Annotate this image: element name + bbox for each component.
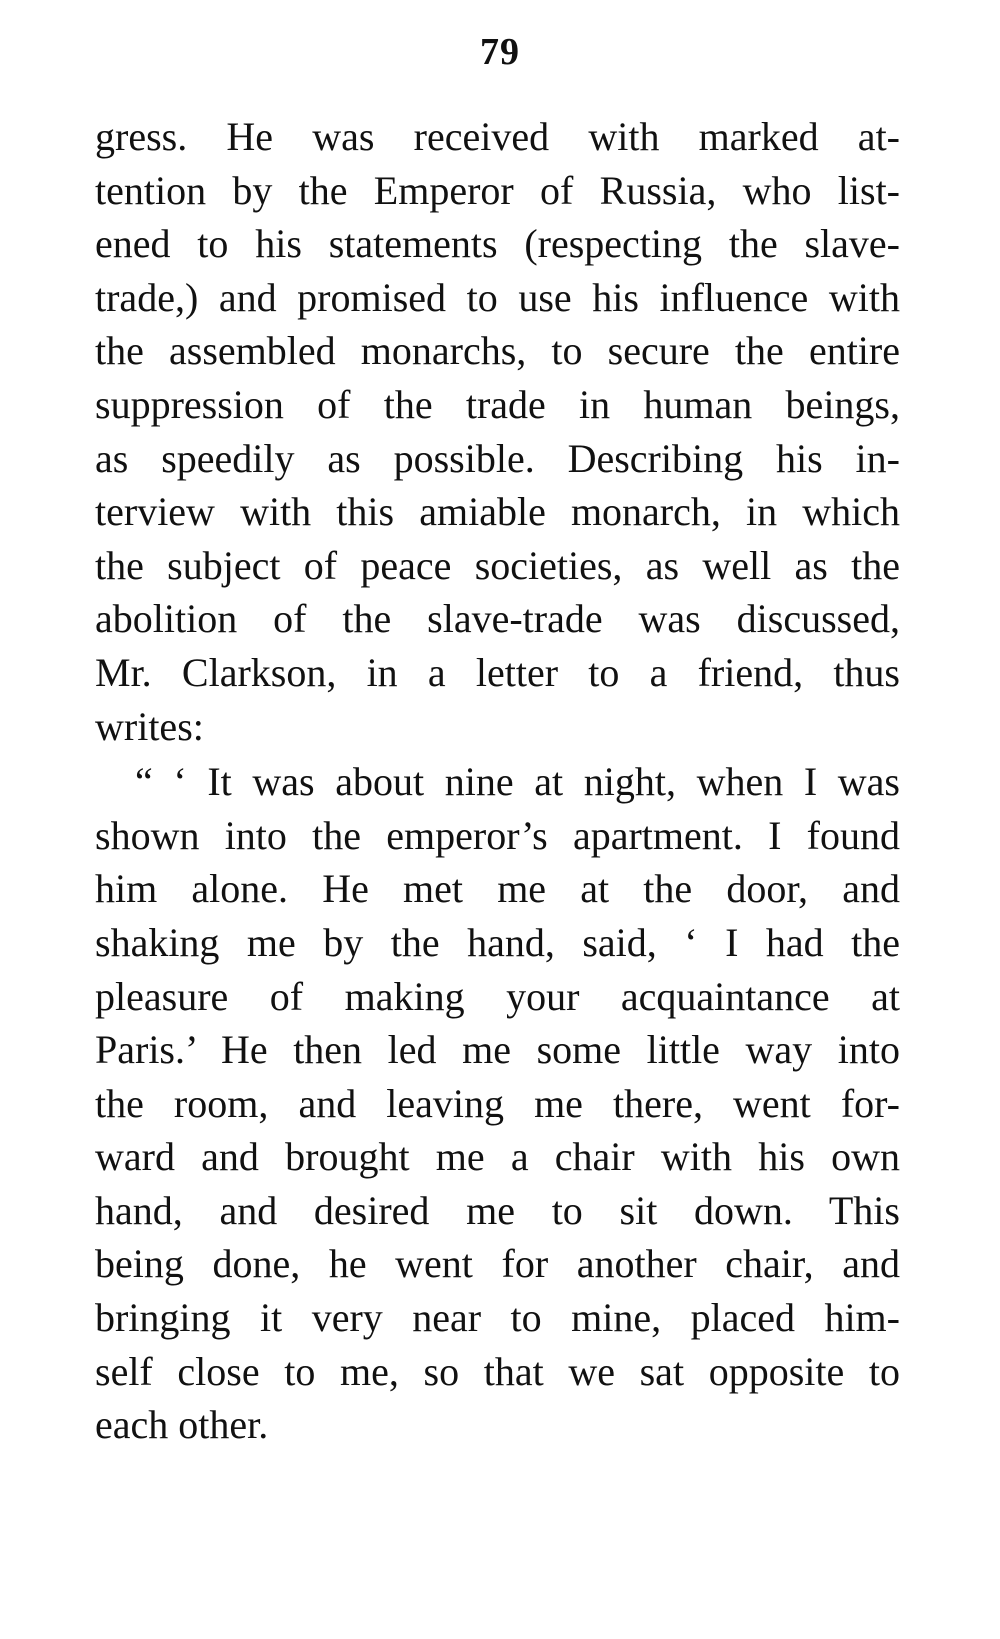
text-line: terview with this amiable monarch, in which <box>95 489 900 535</box>
text-line: being done, he went for another chair, and <box>95 1241 900 1287</box>
text-line: ward and brought me a chair with his own <box>95 1134 900 1180</box>
paragraph-intro <box>95 110 900 753</box>
text-line: ened to his statements (respecting the slave- <box>95 221 900 267</box>
text-line: as speedily as possible. Describing his in- <box>95 435 900 481</box>
text-line: the room, and leaving me there, went for- <box>95 1080 900 1126</box>
text-line: writes: <box>95 703 204 749</box>
text-line: shaking me by the hand, said, ‘ I had the <box>95 919 900 965</box>
text-line: trade,) and promised to use his influence with <box>95 274 900 320</box>
text-line: the assembled monarchs, to secure the entire <box>95 328 900 374</box>
text-line: self close to me, so that we sat opposite to <box>95 1348 900 1394</box>
text-line: pleasure of making your acquaintance at <box>95 973 900 1019</box>
text-line: the subject of peace societies, as well as the <box>95 542 900 588</box>
text-line: tention by the Emperor of Russia, who list- <box>95 167 900 213</box>
text-line: gress. He was received with marked at- <box>95 114 900 159</box>
text-line: Mr. Clarkson, in a letter to a friend, thus <box>95 649 900 695</box>
text-line: hand, and desired me to sit down. This <box>95 1187 900 1233</box>
text-line: “ ‘ It was about nine at night, when I was <box>135 759 900 805</box>
text-line: Paris.’ He then led me some little way into <box>95 1027 900 1073</box>
paragraph-quote <box>95 755 900 1452</box>
text-line: shown into the emperor’s apartment. I found <box>95 812 900 858</box>
text-line: him alone. He met me at the door, and <box>95 866 900 912</box>
body-text <box>95 110 900 1452</box>
text-line: bringing it very near to mine, placed him- <box>95 1295 900 1341</box>
text-line: suppression of the trade in human beings, <box>95 381 900 427</box>
text-line: abolition of the slave-trade was discussed, <box>95 596 900 642</box>
text-line: each other. <box>95 1402 269 1448</box>
page-number: 79 <box>480 31 520 73</box>
